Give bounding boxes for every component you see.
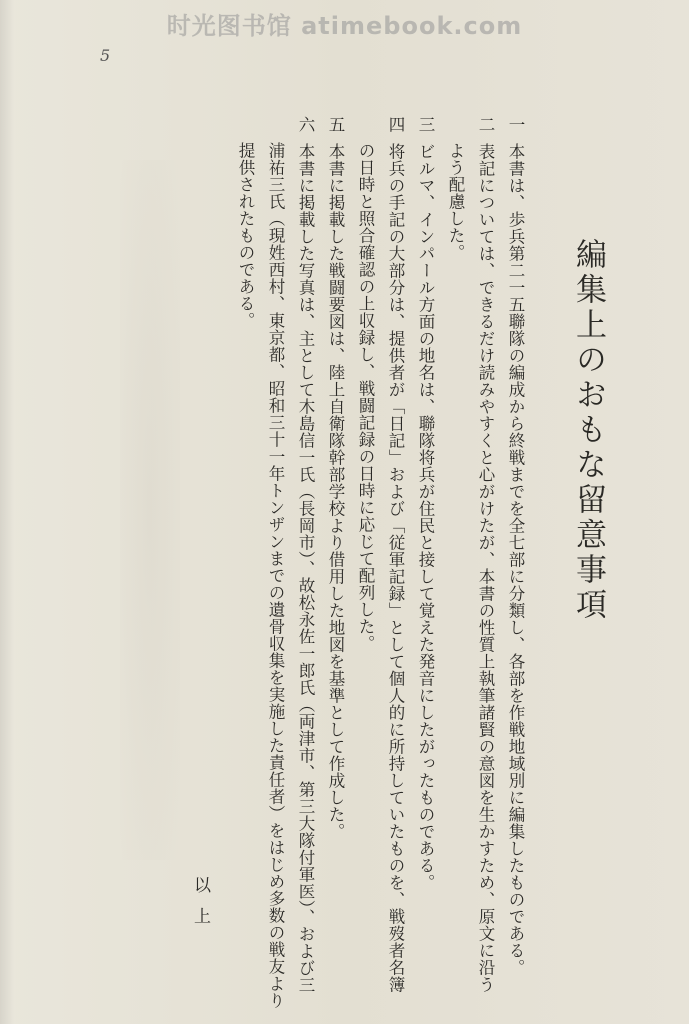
item-text: 本書に掲載した写真は、主として木島信一氏（長岡市）、故松永佐一郎氏（両津市、第三大隊付軍医）、および三 [296,143,315,994]
item-text: 提供されたものである。 [236,142,255,329]
item-text: 本書に掲載した戦闘要図は、陸上自衛隊幹部学校より借用した地図を基準として作成した。 [326,143,345,840]
item-number: 五 [326,116,345,133]
item-6 [230,116,320,1009]
item-3 [410,116,440,891]
item-5 [320,116,350,840]
page-title: 編集上のおもな留意事項 [570,238,606,623]
item-number: 一 [506,116,525,133]
item-line [380,116,410,993]
item-2 [440,116,500,993]
item-line [320,116,350,840]
item-line [260,116,290,1009]
page-smudge [120,160,180,860]
item-text: ビルマ、インパール方面の地名は、聯隊将兵が住民と接して覚えた発音にしたがったものである。 [416,143,435,891]
page-edge-shadow [0,0,14,1024]
item-line [410,116,440,891]
closing-mark: 以上 [190,876,210,938]
item-text: 浦祐三氏（現姓西村、東京都、昭和三十一年トンザンまでの遺骨収集を実施した責任者）をはじめ多数の戦友より [266,142,285,1009]
item-text: 本書は、歩兵第二一五聯隊の編成から終戦までを全七部に分類し、各部を作戦地域別に編集したものである。 [506,143,525,976]
item-number: 二 [476,116,495,133]
watermark: 时光图书馆 atimebook.com [166,12,523,40]
item-text: の日時と照合確認の上収録し、戦闘記録の日時に応じて配列した。 [356,142,375,652]
item-line [350,116,380,993]
item-text: よう配慮した。 [446,142,465,261]
item-text: 表記については、できるだけ読みやすくと心がけたが、本書の性質上執筆諸賢の意図を生かすため、原文に沿う [476,143,495,993]
item-1 [500,116,530,976]
item-line [500,116,530,976]
item-4 [350,116,410,993]
item-line [230,116,260,1009]
item-line [290,116,320,1009]
item-line [440,116,470,993]
item-number: 三 [416,116,435,133]
item-number: 四 [386,116,405,133]
item-number: 六 [296,116,315,133]
item-text: 将兵の手記の大部分は、提供者が「日記」および「従軍記録」として個人的に所持していたものを、戦歿者名簿 [386,143,405,993]
item-line [470,116,500,993]
page-number: 5 [100,46,111,65]
